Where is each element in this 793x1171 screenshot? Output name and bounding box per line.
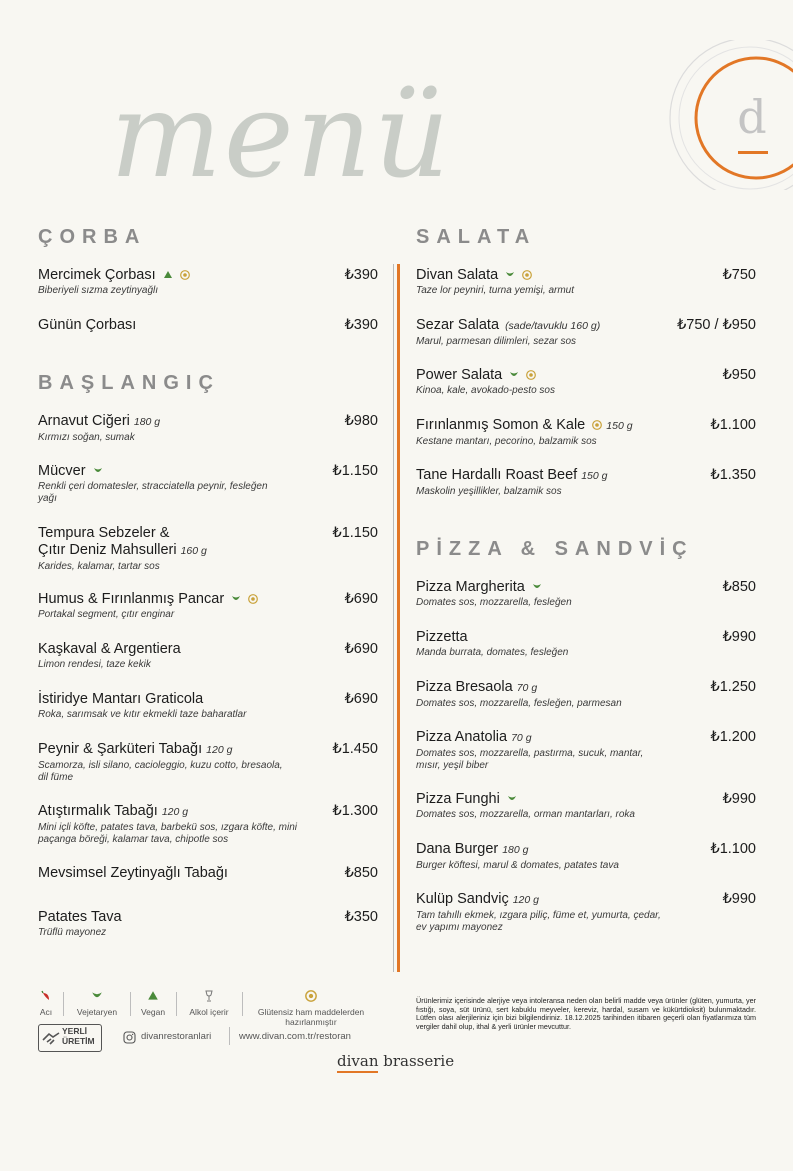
menu-item: Pizza Margherita Domates sos, mozzarella, fesleğen — [416, 579, 572, 608]
menu-item: Kaşkaval & Argentiera Limon rendesi, taze kekik — [38, 641, 181, 670]
item-price: ₺750 — [722, 267, 756, 283]
item-price: ₺1.150 — [332, 463, 378, 479]
item-price: ₺1.200 — [710, 729, 756, 745]
legend-gluten-free: Glütensiz ham maddelerden hazırlanmıştır — [250, 990, 372, 1027]
item-price: ₺690 — [344, 691, 378, 707]
footer-separator — [229, 1027, 230, 1045]
menu-item: Power Salata Kinoa, kale, avokado-pesto sos — [416, 367, 555, 396]
menu-item: Günün Çorbası — [38, 317, 137, 333]
menu-item: Humus & Fırınlanmış Pancar Portakal segment, çıtır enginar — [38, 591, 338, 621]
item-price: ₺1.250 — [710, 679, 756, 695]
menu-item: Patates Tava Trüflü mayonez — [38, 909, 122, 938]
menu-item: Tempura Sebzeler & Çıtır Deniz Mahsulleri 160 g Karides, kalamar, tartar sos — [38, 525, 207, 572]
item-price: ₺980 — [344, 413, 378, 429]
section-title-salata: SALATA — [416, 226, 537, 248]
column-divider-thin — [393, 264, 394, 972]
item-price: ₺990 — [722, 791, 756, 807]
menu-item: Sezar Salata (sade/tavuklu 160 g) Marul, parmesan dilimleri, sezar sos — [416, 317, 601, 347]
item-price: ₺750 / ₺950 — [677, 317, 756, 333]
yerli-uretim-text: YERLİ ÜRETİM — [62, 1026, 95, 1046]
menu-item: Mevsimsel Zeytinyağlı Tabağı — [38, 865, 228, 881]
item-price: ₺850 — [344, 865, 378, 881]
item-price: ₺1.300 — [332, 803, 378, 819]
menu-item: Pizzetta Manda burrata, domates, fesleğen — [416, 629, 569, 658]
menu-item: Pizza Bresaola 70 g Domates sos, mozzarella, fesleğen, parmesan — [416, 679, 622, 709]
instagram-handle[interactable]: divanrestoranlari — [141, 1031, 212, 1042]
item-price: ₺1.450 — [332, 741, 378, 757]
menu-item: Atıştırmalık Tabağı 120 g Mini içli köfte, patates tava, barbekü sos, ızgara köfte, mini paçanga böreği, kalamar tava, chipotle sos — [38, 803, 298, 845]
vegetarian-icon — [505, 270, 515, 280]
vegetarian-icon — [507, 794, 517, 804]
column-divider — [397, 264, 400, 972]
gluten-free-icon — [180, 270, 190, 280]
legend-spicy: Acı — [34, 990, 58, 1017]
menu-title: menü — [110, 66, 452, 204]
instagram-icon[interactable] — [123, 1031, 136, 1044]
legend-separator — [242, 992, 243, 1016]
menu-item: Mücver Renkli çeri domatesler, stracciatella peynir, fesleğen yağı — [38, 463, 268, 504]
menu-item: Dana Burger 180 g Burger köftesi, marul & domates, patates tava — [416, 841, 619, 871]
vegetarian-icon — [532, 582, 542, 592]
gluten-free-icon — [526, 370, 536, 380]
menu-item: Pizza Anatolia 70 g Domates sos, mozzarella, pastırma, sucuk, mantar, mısır, yeşil biber — [416, 729, 644, 771]
vegetarian-icon — [509, 370, 519, 380]
menu-item: Peynir & Şarküteri Tabağı 120 g Scamorza, isli silano, cacioleggio, kuzu cotto, bresaola, dil füme — [38, 741, 283, 783]
item-price: ₺350 — [344, 909, 378, 925]
logo-rings — [665, 40, 793, 190]
vegetarian-icon — [93, 466, 103, 476]
allergen-disclaimer: Ürünlerimiz içerisinde alerjiye veya intoleransa neden olan belirli madde veya ürünler (glüten, yumurta, yer fıstığı, soya, süt ürünü, sert kabuklu meyveler, kereviz, hardal, susam ve kükürtdioksit) bulunmaktadır. Lütfen olası alerjileriniz için bizi bilgilendiriniz. 18.12.2025 tarihinden itibaren geçerli olan fiyatlarımıza tüm vergiler dahil olup, ithal & yerli ürünler mevcuttur. — [416, 996, 756, 1031]
legend-separator — [176, 992, 177, 1016]
menu-item: Fırınlanmış Somon & Kale 150 g Kestane mantarı, pecorino, balzamik sos — [416, 417, 633, 447]
gluten-free-icon — [522, 270, 532, 280]
menu-item: Pizza Funghi Domates sos, mozzarella, orman mantarları, roka — [416, 791, 635, 820]
item-price: ₺850 — [722, 579, 756, 595]
menu-item: Tane Hardallı Roast Beef 150 g Maskolin yeşillikler, balzamik sos — [416, 467, 608, 497]
section-title-corba: ÇORBA — [38, 226, 147, 248]
chili-icon — [40, 990, 52, 1002]
website-link[interactable]: www.divan.com.tr/restoran — [239, 1031, 351, 1042]
menu-item: Arnavut Ciğeri 180 g Kırmızı soğan, sumak — [38, 413, 161, 443]
logo-letter: d — [737, 90, 767, 144]
vegan-icon — [147, 990, 159, 1002]
item-price: ₺1.100 — [710, 417, 756, 433]
vegan-icon — [163, 270, 173, 280]
item-price: ₺390 — [344, 267, 378, 283]
legend-separator — [130, 992, 131, 1016]
item-price: ₺1.100 — [710, 841, 756, 857]
legend-alcohol: Alkol içerir — [182, 990, 236, 1017]
wine-glass-icon — [203, 990, 215, 1002]
item-price: ₺690 — [344, 591, 378, 607]
section-title-baslangic: BAŞLANGIÇ — [38, 372, 220, 394]
gluten-free-icon — [248, 594, 258, 604]
vegetarian-icon — [91, 990, 103, 1002]
item-price: ₺390 — [344, 317, 378, 333]
handshake-icon — [41, 1028, 61, 1048]
item-price: ₺1.350 — [710, 467, 756, 483]
item-price: ₺990 — [722, 629, 756, 645]
menu-item: Kulüp Sandviç 120 g Tam tahıllı ekmek, ızgara piliç, füme et, yumurta, çedar, ev yapımı mayonez — [416, 891, 661, 933]
legend-vegetarian: Vejetaryen — [70, 990, 124, 1017]
logo-underline — [738, 151, 768, 154]
legend-vegan: Vegan — [136, 990, 170, 1017]
section-title-pizza: PİZZA & SANDVİÇ — [416, 538, 694, 560]
gluten-free-icon — [592, 420, 602, 430]
menu-item: İstiridye Mantarı Graticola Roka, sarımsak ve kıtır ekmekli taze baharatlar — [38, 691, 247, 720]
vegetarian-icon — [231, 594, 241, 604]
menu-item: Divan Salata Taze lor peyniri, turna yemişi, armut — [416, 267, 575, 296]
item-price: ₺950 — [722, 367, 756, 383]
brand-logo: divan brasserie — [337, 1052, 454, 1070]
legend-separator — [63, 992, 64, 1016]
gluten-free-icon — [305, 990, 317, 1002]
item-price: ₺990 — [722, 891, 756, 907]
item-price: ₺1.150 — [332, 525, 378, 541]
item-price: ₺690 — [344, 641, 378, 657]
menu-item: Mercimek Çorbası Biberiyeli sızma zeytinyağlı — [38, 267, 338, 297]
